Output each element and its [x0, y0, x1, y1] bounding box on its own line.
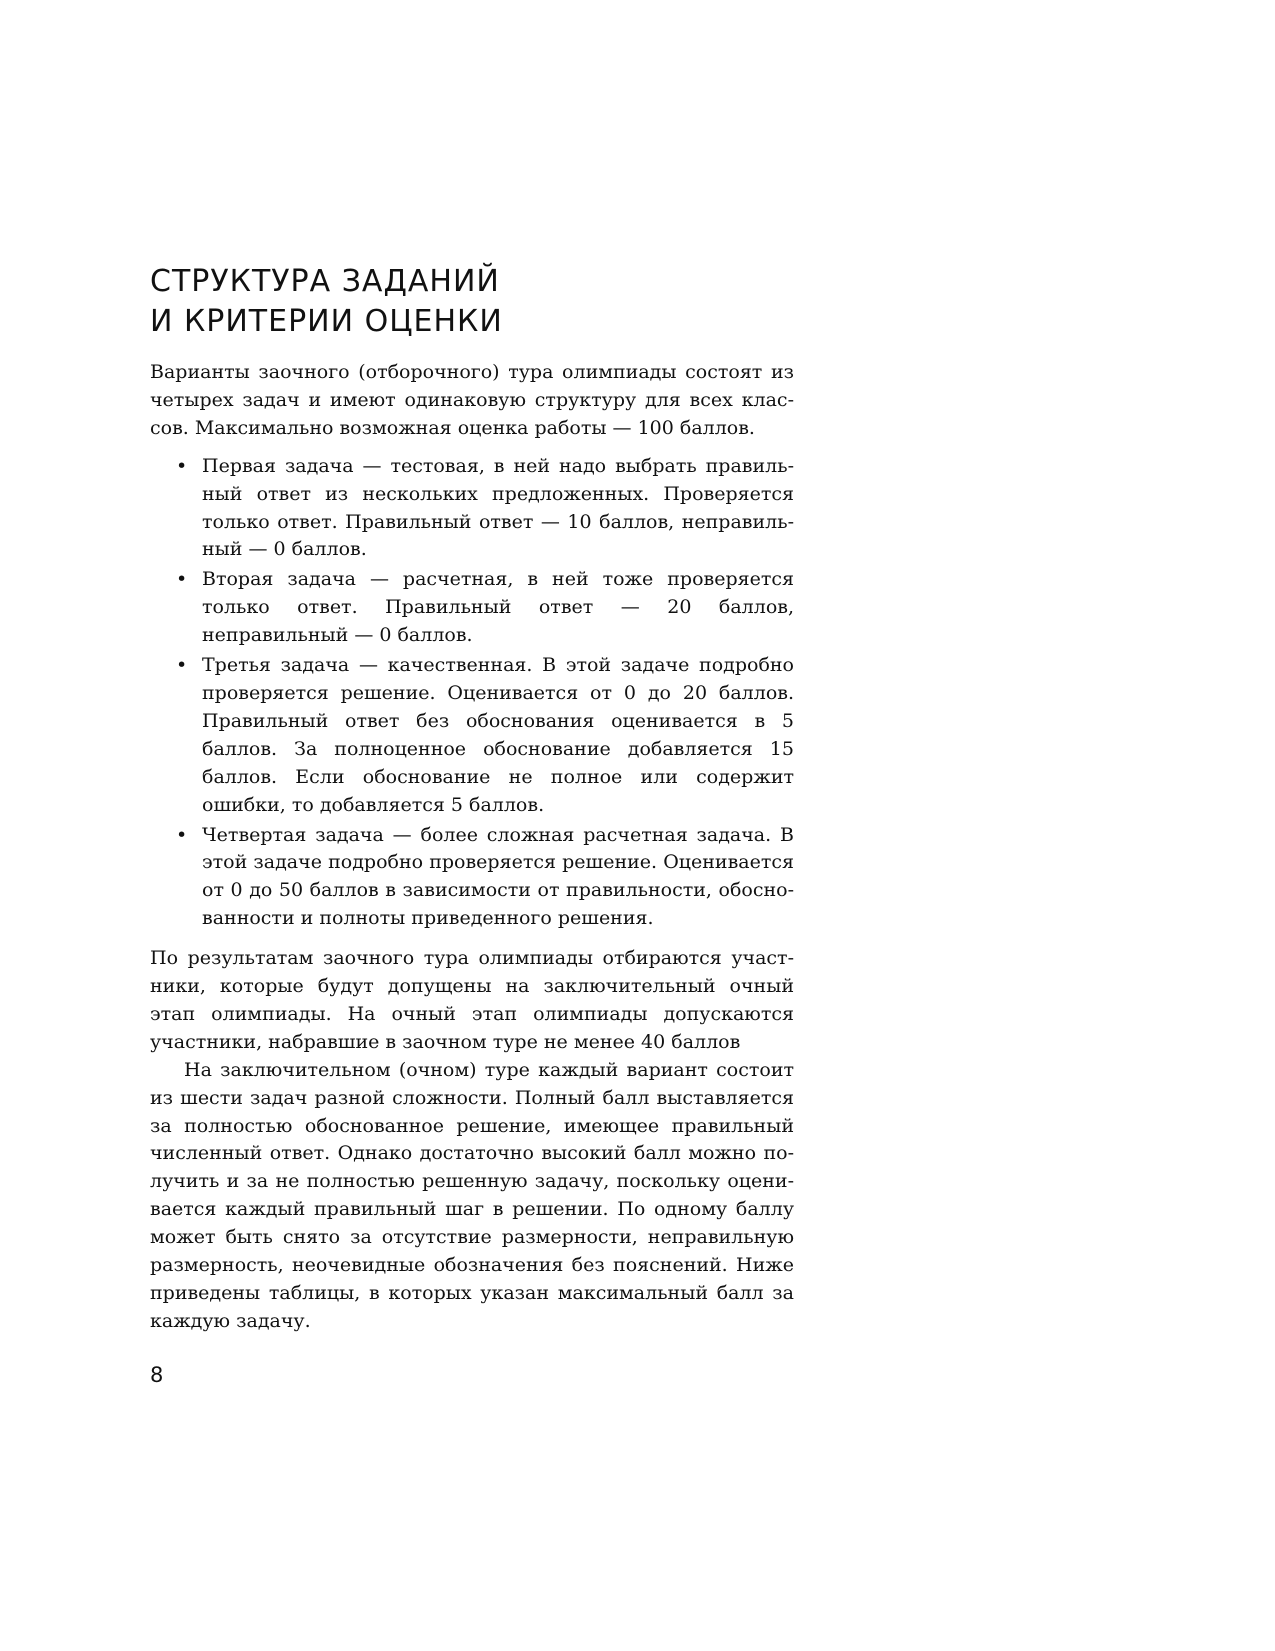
final-round-paragraph: На заключительном (очном) туре каждый вариант состоит из шести задач разной сложности. Полный балл выставляется за полностью обоснованное решение, имеющее правильный численный ответ. Однако достаточно высокий балл можно получить и за не полностью решенную задачу, поскольку оценивается каждый правильный шаг в решении. По одному баллу может быть снято за отсутствие размерности, неправильную размерность, неочевидные обозначения без пояснений. Ниже приведены таблицы, в которых указан максимальный балл за каждую задачу. [150, 1058, 794, 1332]
intro-paragraph: Варианты заочного (отборочного) тура олимпиады состоят из четырех задач и имеют одинаковую структуру для всех классов. Максимально возможная оценка работы — 100 баллов. [150, 361, 794, 439]
list-item-task-4 [176, 822, 794, 934]
list-item-text: Первая задача — тестовая, в ней надо выбрать правильный ответ из нескольких предложенных. Проверяется только ответ. Правильный ответ — 10 баллов, неправильный — 0 баллов. [202, 454, 794, 561]
section-heading [150, 262, 850, 342]
body-text [150, 359, 794, 1336]
list-item-text: Вторая задача — расчетная, в ней тоже проверяется только ответ. Правильный ответ — 20 баллов, неправильный — 0 баллов. [202, 568, 794, 647]
list-item-task-3 [176, 652, 794, 819]
bullet-icon: • [176, 823, 188, 846]
task-list [150, 453, 794, 933]
list-item-task-1 [176, 453, 794, 565]
page-number: 8 [150, 1363, 164, 1387]
selection-paragraph: По результатам заочного тура олимпиады отбираются участники, которые будут допущены на заключительный очный этап олимпиады. На очный этап олимпиады допускаются участники, набравшие в заочном туре не менее 40 баллов [150, 947, 794, 1053]
bullet-icon: • [176, 568, 188, 591]
list-item-text: Третья задача — качественная. В этой задаче подробно проверяется решение. Оценивается от 0 до 20 баллов. Правильный ответ без обоснования оценивается в 5 баллов. За полноценное обоснование добавляется 15 баллов. Если обоснование не полное или содержит ошибки, то добавляется 5 баллов. [202, 654, 794, 816]
list-item-text: Четвертая задача — более сложная расчетная задача. В этой задаче подробно проверяется решение. Оценивается от 0 до 50 баллов в зависимости от правильности, обоснованности и полноты приведенного решения. [202, 823, 794, 930]
heading-line-2: И КРИТЕРИИ ОЦЕНКИ [150, 304, 503, 339]
bullet-icon: • [176, 454, 188, 477]
list-item-task-2 [176, 566, 794, 650]
bullet-icon: • [176, 654, 188, 677]
heading-line-1: СТРУКТУРА ЗАДАНИЙ [150, 264, 500, 299]
